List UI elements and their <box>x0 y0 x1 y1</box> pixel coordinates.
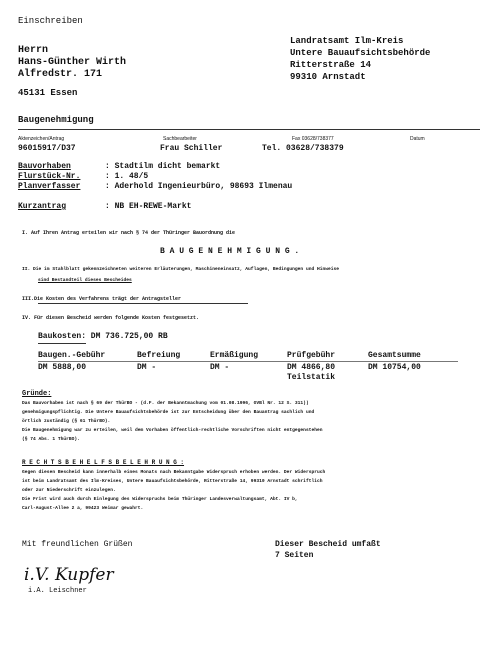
rechtsbehelf-line-5: Carl-August-Allee 2 a, 99423 Weimar gewahrt. <box>22 506 144 511</box>
cost-header-underline <box>38 361 458 362</box>
baukosten: Baukosten: DM 736.725,00 RB <box>38 332 168 341</box>
gruende-heading: Gründe: <box>22 390 52 398</box>
rechtsbehelf-line-3: oder zur Niederschrift einzulegen. <box>22 488 116 493</box>
gruende-line-3: örtlich zuständig (§ 61 ThürBO). <box>22 419 111 424</box>
field-value-flurstueck: : 1. 48/5 <box>105 172 149 181</box>
section-4: IV. Für diesen Bescheid werden folgende Kosten festgesetzt. <box>22 315 200 321</box>
signer-name: i.A. Leischner <box>28 587 87 595</box>
authority-line2: Untere Bauaufsichtsbehörde <box>290 48 431 58</box>
gruende-line-2: genehmigungspflichtig. Die Untere Bauaufsichtsbehörde ist zur Entscheidung über den Bauantrag sachlich und <box>22 410 315 415</box>
field-label-flurstueck: Flurstück-Nr. <box>18 172 81 181</box>
recipient-salutation: Herrn <box>18 45 49 56</box>
baukosten-underline <box>38 343 86 344</box>
rechtsbehelf-line-1: Gegen diesen Bescheid kann innerhalb eines Monats nach Bekanntgabe Widerspruch erhoben werden. Der Widerspruch <box>22 470 326 475</box>
closing: Mit freundlichen Grüßen <box>22 540 133 549</box>
field-label-bauvorhaben: Bauvorhaben <box>18 162 71 171</box>
spaced-title: B A U G E N E H M I G U N G . <box>160 247 300 256</box>
cost-header-ermaessigung: Ermäßigung <box>210 351 259 360</box>
section-2b: sind Bestandteil dieses Bescheides <box>38 278 132 283</box>
rechtsbehelf-line-2: ist beim Landratsamt des Ilm-Kreises, Untere Bauaufsichtsbehörde, Ritterstraße 14, 99310 Arnstadt schriftlich <box>22 479 323 484</box>
recipient-street: Alfredstr. 171 <box>18 69 103 80</box>
gruende-line-5: (§ 74 Abs. 1 ThürBO). <box>22 437 80 442</box>
section-3-underline <box>38 303 248 304</box>
authority-line4: 99310 Arnstadt <box>290 72 366 82</box>
title-divider <box>18 129 480 130</box>
cost-value-ermaessigung: DM - <box>210 363 230 372</box>
section-2a: II. Die im Stahlblatt gekennzeichneten weiteren Erläuterungen, Maschineneinsatz, Auflagen, Bedingungen und Hinweise <box>22 267 340 272</box>
datum-label: Datum <box>410 136 425 142</box>
authority-line3: Ritterstraße 14 <box>290 60 372 70</box>
enclosure-line-2: 7 Seiten <box>275 551 314 560</box>
kurzantrag-label: Kurzantrag <box>18 202 67 211</box>
document-title: Baugenehmigung <box>18 115 94 125</box>
cost-header-befreiung: Befreiung <box>137 351 181 360</box>
gruende-line-1: Das Bauvorhaben ist nach § 69 der ThürBO - (d.F. der Bekanntmachung vom 01.08.1996, GVBl Nr. 12 S. 311)) <box>22 401 309 406</box>
enclosure-line-1: Dieser Bescheid umfaßt <box>275 540 381 549</box>
field-value-planverfasser: : Aderhold Ingenieurbüro, 98693 Ilmenau <box>105 182 293 191</box>
cost-value-gesamtsumme: DM 10754,00 <box>368 363 421 372</box>
cost-header-baugen: Baugen.-Gebühr <box>38 351 106 360</box>
recipient-name: Hans-Günther Wirth <box>18 57 127 68</box>
section-1: I. Auf Ihren Antrag erteilen wir nach § 74 der Thüringer Bauordnung die <box>22 230 236 236</box>
handwritten-signature: i.V. Kupfer <box>24 565 114 585</box>
field-value-bauvorhaben: : Stadtilm dicht bemarkt <box>105 162 221 171</box>
section-3: III.Die Kosten des Verfahrens trägt der Antragsteller <box>22 296 182 302</box>
rechtsbehelf-heading: R E C H T S B E H E L F S B E L E H R U N G : <box>22 459 185 466</box>
tel-value: Tel. 03628/738379 <box>262 144 344 153</box>
rechtsbehelf-line-4: Die Frist wird auch durch Einlegung des Widerspruchs beim Thüringer Landesverwaltungsamt, Abt. IV b, <box>22 497 298 502</box>
sachbearbeiter-value: Frau Schiller <box>160 144 223 153</box>
cost-value-pruefgebuehr: DM 4866,80 <box>287 363 336 372</box>
gruende-line-4: Die Baugenehmigung war zu erteilen, weil dem Vorhaben öffentlich-rechtliche Vorschriften nicht entgegenstehen <box>22 428 323 433</box>
aktenzeichen-label: Aktenzeichen/Antrag <box>18 136 65 142</box>
cost-value-baugen: DM 5888,00 <box>38 363 87 372</box>
cost-header-pruefgebuehr: Prüfgebühr <box>287 351 336 360</box>
sender-line: Einschreiben <box>18 16 83 26</box>
kurzantrag-value: : NB EH-REWE-Markt <box>105 202 192 211</box>
cost-header-gesamtsumme: Gesamtsumme <box>368 351 421 360</box>
authority-line1: Landratsamt Ilm-Kreis <box>290 36 404 46</box>
field-label-planverfasser: Planverfasser <box>18 182 81 191</box>
fax-label: Fax 03628/738377 <box>292 136 334 142</box>
aktenzeichen-value: 96015917/D37 <box>18 144 76 153</box>
cost-value-befreiung: DM - <box>137 363 157 372</box>
sachbearbeiter-label: Sachbearbeiter <box>163 136 197 142</box>
recipient-city: 45131 Essen <box>18 88 78 98</box>
cost-teilstatik: Teilstatik <box>287 373 336 382</box>
